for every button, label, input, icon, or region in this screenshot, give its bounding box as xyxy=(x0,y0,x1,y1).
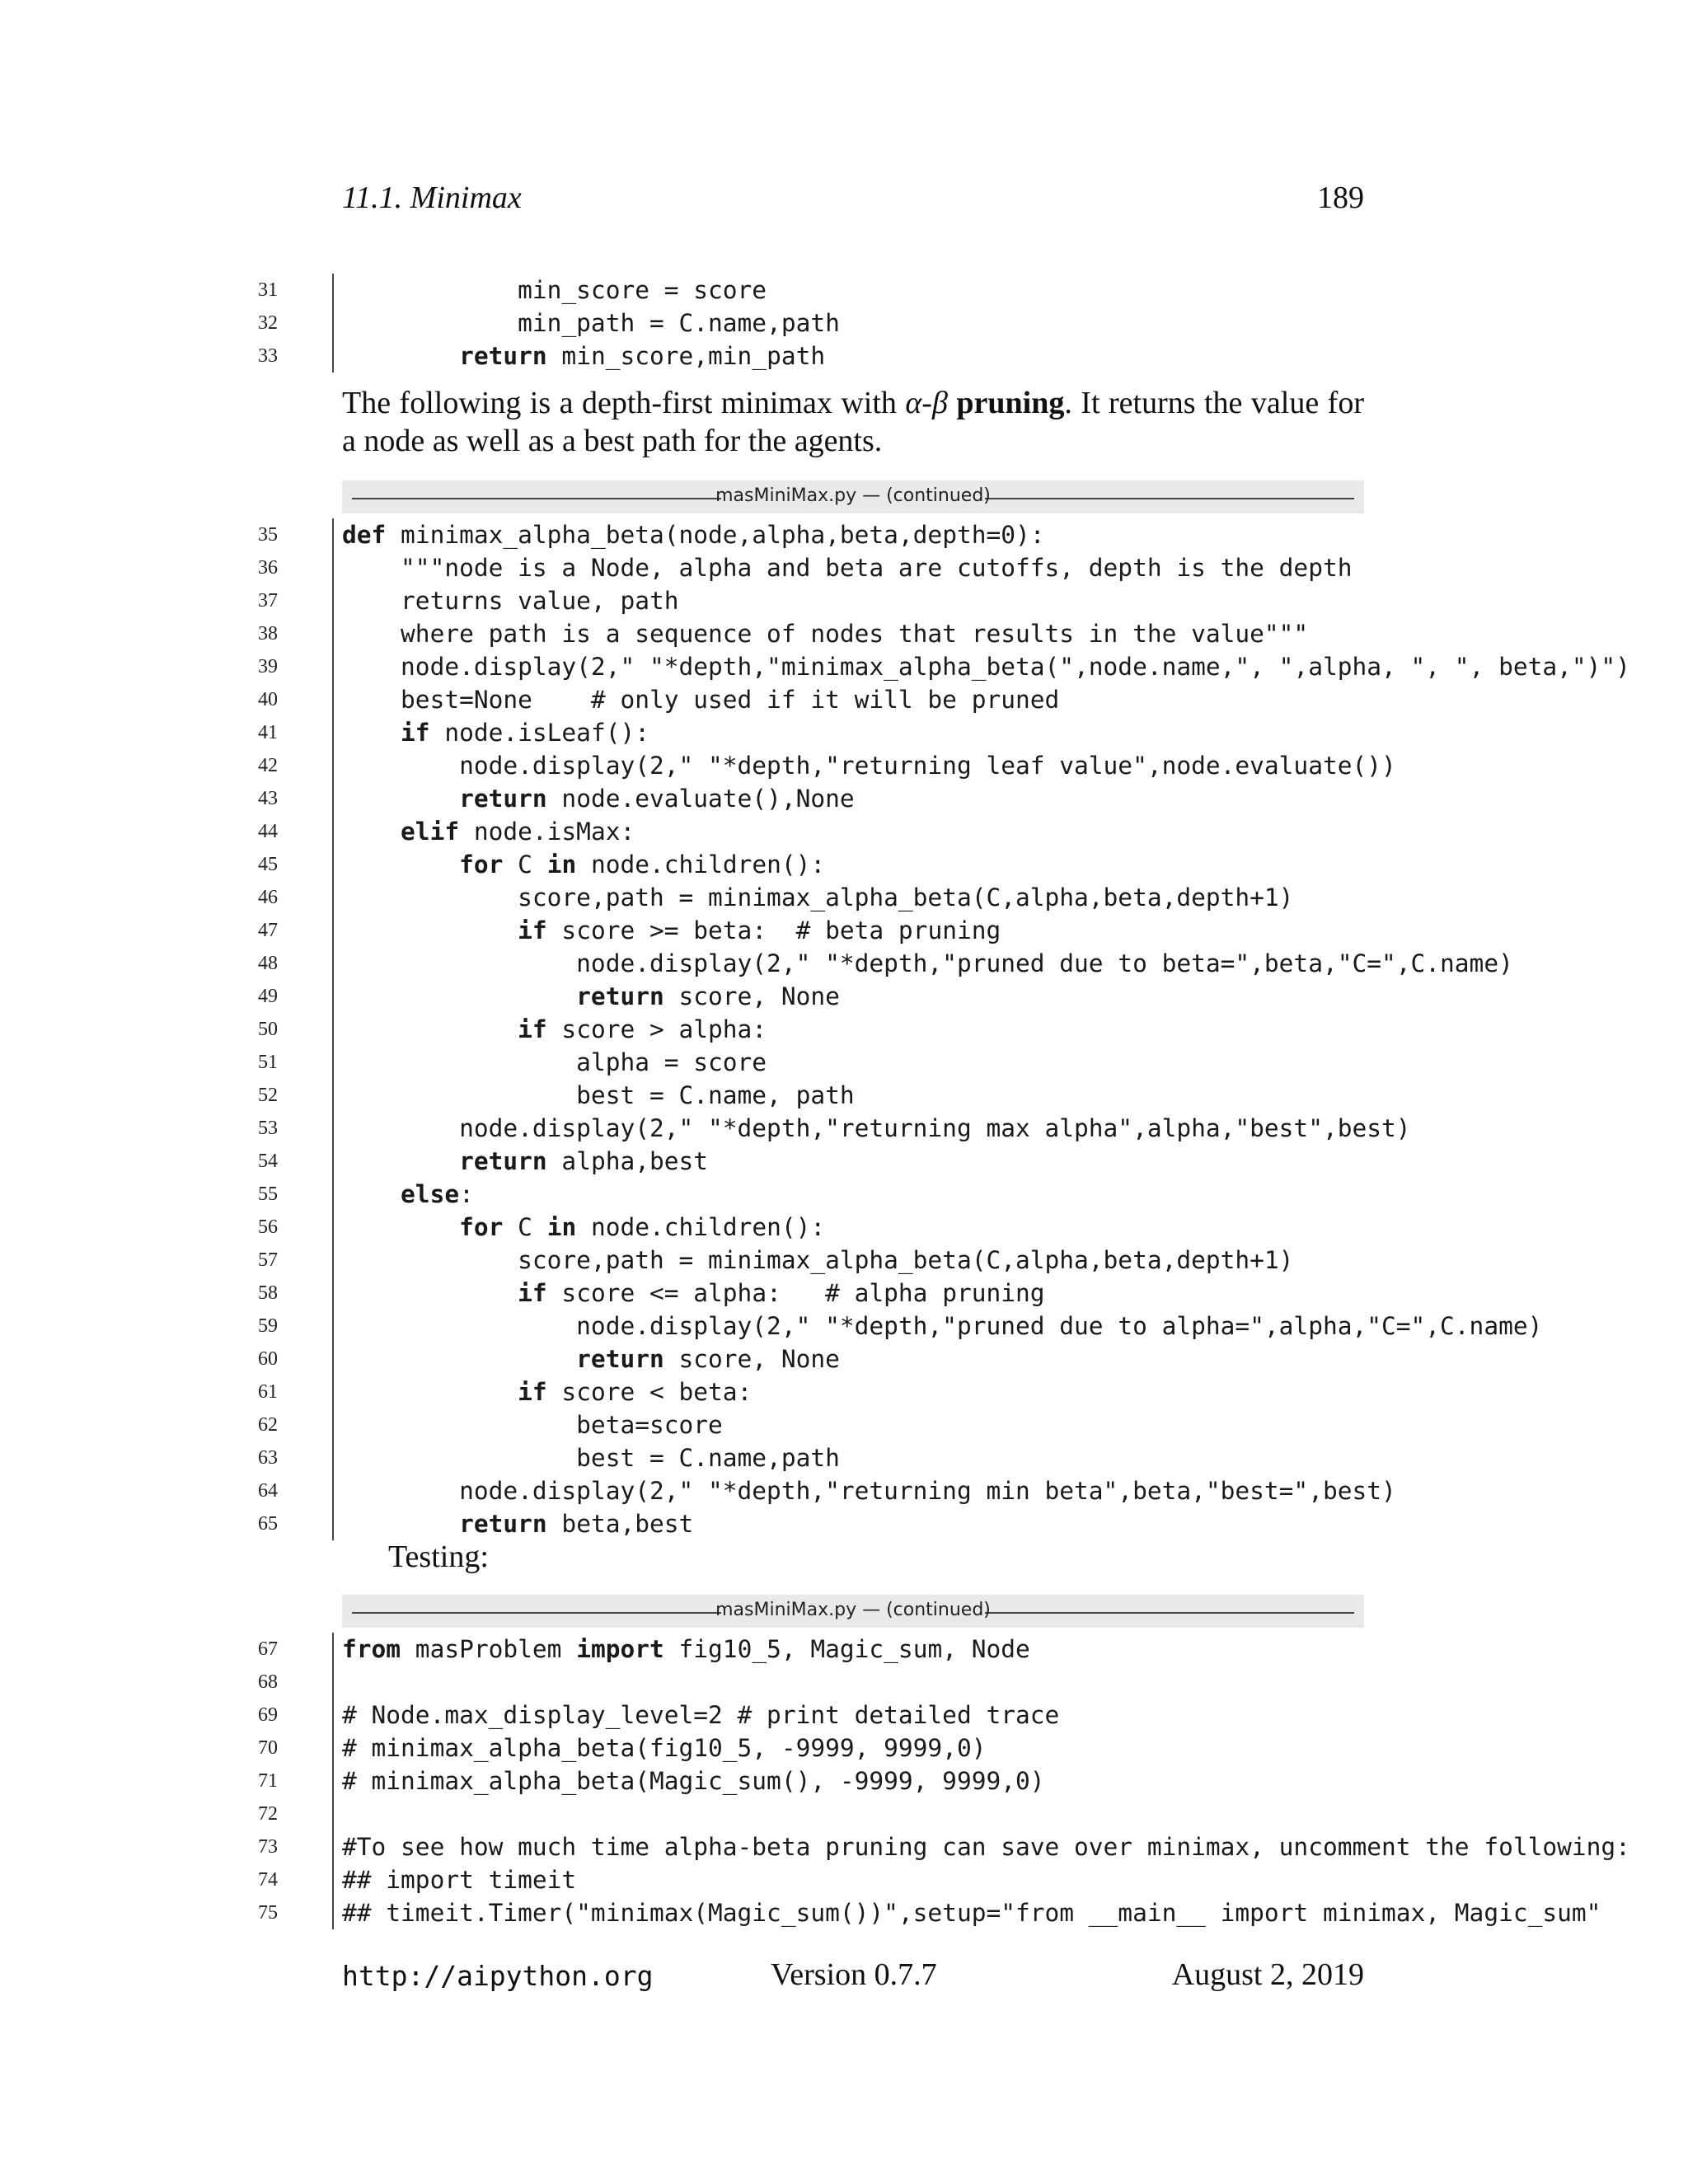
code-keyword: if xyxy=(518,916,547,944)
line-number: 31 xyxy=(258,279,278,301)
file-banner-label: masMiniMax.py — (continued) xyxy=(715,1600,991,1620)
code-text xyxy=(342,1178,474,1211)
code-line xyxy=(258,1310,1665,1343)
line-number: 54 xyxy=(258,1151,278,1172)
gutter-rule xyxy=(332,1408,334,1441)
gutter-rule xyxy=(332,1343,334,1376)
gutter-rule xyxy=(332,1376,334,1408)
code-line xyxy=(258,1178,1665,1211)
code-token xyxy=(342,1015,518,1043)
code-line xyxy=(258,716,1665,749)
code-token: where path is a sequence of nodes that results in the value""" xyxy=(342,620,1309,648)
line-number: 65 xyxy=(258,1513,278,1535)
gutter-rule xyxy=(332,1765,334,1797)
code-text xyxy=(342,1441,840,1474)
code-token: score >= beta: # beta pruning xyxy=(546,916,1001,944)
code-line xyxy=(258,1474,1665,1507)
gutter-rule xyxy=(332,274,334,307)
code-token: score, None xyxy=(663,982,840,1010)
gutter-rule xyxy=(332,716,334,749)
gutter-rule xyxy=(332,1474,334,1507)
code-token: node.isLeaf(): xyxy=(429,719,649,747)
gutter-rule xyxy=(332,1441,334,1474)
line-number: 55 xyxy=(258,1183,278,1205)
code-token: best=None # only used if it will be pruned xyxy=(342,686,1060,714)
code-token xyxy=(342,1345,576,1373)
line-number: 62 xyxy=(258,1414,278,1436)
line-number: 41 xyxy=(258,722,278,743)
code-text xyxy=(342,1211,825,1244)
line-number: 46 xyxy=(258,887,278,908)
code-keyword: return xyxy=(459,785,547,813)
code-token: beta=score xyxy=(342,1411,723,1439)
code-line xyxy=(258,881,1665,914)
gutter-rule xyxy=(332,1079,334,1112)
code-token xyxy=(342,719,401,747)
code-token: best = C.name,path xyxy=(342,1444,840,1472)
footer-date: August 2, 2019 xyxy=(1171,1957,1364,1992)
code-token: node.display(2," "*depth,"minimax_alpha_beta(",node.name,", ",alpha, ", ", beta,")") xyxy=(342,653,1630,681)
line-number: 56 xyxy=(258,1216,278,1238)
code-token: : xyxy=(459,1180,474,1208)
code-token xyxy=(342,982,576,1010)
code-text xyxy=(342,1408,723,1441)
code-line xyxy=(258,1830,1665,1863)
line-number: 45 xyxy=(258,854,278,875)
gutter-rule xyxy=(332,1699,334,1732)
code-token: beta,best xyxy=(546,1510,694,1538)
pruning-term: pruning xyxy=(947,386,1065,420)
code-keyword: return xyxy=(459,1510,547,1538)
line-number: 73 xyxy=(258,1836,278,1858)
line-number: 47 xyxy=(258,920,278,941)
gutter-rule xyxy=(332,650,334,683)
gutter-rule xyxy=(332,518,334,551)
gutter-rule xyxy=(332,551,334,584)
code-text xyxy=(342,551,1352,584)
gutter-rule xyxy=(332,1046,334,1079)
code-token: node.children(): xyxy=(576,851,826,879)
line-number: 64 xyxy=(258,1480,278,1502)
code-token: node.display(2," "*depth,"returning leaf value",node.evaluate()) xyxy=(342,752,1396,780)
footer-version: Version 0.7.7 xyxy=(771,1957,937,1992)
code-keyword: import xyxy=(576,1635,664,1663)
gutter-rule xyxy=(332,815,334,848)
code-text xyxy=(342,716,649,749)
code-line xyxy=(258,683,1665,716)
line-number: 57 xyxy=(258,1249,278,1271)
code-text xyxy=(342,617,1308,650)
code-line xyxy=(258,980,1665,1013)
code-keyword: from xyxy=(342,1635,401,1663)
line-number: 75 xyxy=(258,1902,278,1924)
code-token: ## timeit.Timer("minimax(Magic_sum())",setup="from __main__ import minimax, Magic_sum" xyxy=(342,1899,1601,1927)
code-token: score, None xyxy=(663,1345,840,1373)
line-number: 60 xyxy=(258,1348,278,1370)
gutter-rule xyxy=(332,980,334,1013)
section-title: 11.1. Minimax xyxy=(342,180,522,215)
code-token: best = C.name, path xyxy=(342,1081,855,1109)
code-token: minimax_alpha_beta(node,alpha,beta,depth=0): xyxy=(386,521,1045,549)
code-keyword: def xyxy=(342,521,387,549)
code-token xyxy=(342,1378,518,1406)
code-token: node.display(2," "*depth,"pruned due to alpha=",alpha,"C=",C.name) xyxy=(342,1312,1543,1340)
code-text xyxy=(342,1896,1601,1929)
line-number: 48 xyxy=(258,953,278,974)
line-number: 32 xyxy=(258,312,278,334)
line-number: 69 xyxy=(258,1704,278,1726)
code-line xyxy=(258,1633,1665,1666)
code-line xyxy=(258,1666,1665,1699)
code-token: min_score = score xyxy=(342,276,767,304)
line-number: 61 xyxy=(258,1381,278,1403)
gutter-rule xyxy=(332,848,334,881)
code-keyword: for xyxy=(459,1213,504,1241)
code-token: score <= alpha: # alpha pruning xyxy=(546,1279,1045,1307)
gutter-rule xyxy=(332,307,334,340)
code-text xyxy=(342,914,1001,947)
code-token: """node is a Node, alpha and beta are cutoffs, depth is the depth xyxy=(342,554,1353,582)
code-line xyxy=(258,1211,1665,1244)
line-number: 72 xyxy=(258,1803,278,1825)
line-number: 40 xyxy=(258,689,278,710)
code-line xyxy=(258,815,1665,848)
gutter-rule xyxy=(332,1896,334,1929)
testing-paragraph xyxy=(342,1538,1364,1576)
code-line xyxy=(258,1699,1665,1732)
code-text xyxy=(342,307,840,340)
code-text xyxy=(342,848,825,881)
code-keyword: return xyxy=(459,1147,547,1175)
code-text xyxy=(342,274,767,307)
code-line xyxy=(258,340,1665,373)
code-line xyxy=(258,1343,1665,1376)
gutter-rule xyxy=(332,1244,334,1277)
code-text xyxy=(342,1765,1045,1797)
code-token: score > alpha: xyxy=(546,1015,767,1043)
code-keyword: if xyxy=(518,1378,547,1406)
code-token: #To see how much time alpha-beta pruning can save over minimax, uncomment the following: xyxy=(342,1833,1630,1861)
code-line xyxy=(258,947,1665,980)
code-text xyxy=(342,1507,693,1540)
line-number: 71 xyxy=(258,1770,278,1792)
gutter-rule xyxy=(332,1633,334,1666)
gutter-rule xyxy=(332,1211,334,1244)
code-text xyxy=(342,881,1293,914)
footer-url: http://aipython.org xyxy=(342,1960,654,1992)
code-token xyxy=(342,1213,459,1241)
line-number: 51 xyxy=(258,1052,278,1073)
alpha-beta-symbol: α-β xyxy=(905,386,948,420)
gutter-rule xyxy=(332,1310,334,1343)
code-keyword: elif xyxy=(401,818,460,846)
line-number: 53 xyxy=(258,1118,278,1139)
code-text xyxy=(342,1633,1030,1666)
code-line xyxy=(258,1896,1665,1929)
code-text xyxy=(342,1699,1059,1732)
code-token: C xyxy=(503,851,547,879)
gutter-rule xyxy=(332,1013,334,1046)
code-text xyxy=(342,650,1630,683)
code-keyword: return xyxy=(459,342,547,370)
code-keyword: if xyxy=(518,1279,547,1307)
code-token: node.display(2," "*depth,"returning min beta",beta,"best=",best) xyxy=(342,1477,1396,1505)
code-text xyxy=(342,947,1513,980)
code-line xyxy=(258,1244,1665,1277)
code-token xyxy=(342,785,459,813)
code-text xyxy=(342,1376,752,1408)
code-line xyxy=(258,1507,1665,1540)
line-number: 68 xyxy=(258,1671,278,1693)
line-number: 39 xyxy=(258,656,278,677)
line-number: 42 xyxy=(258,755,278,776)
line-number: 50 xyxy=(258,1019,278,1040)
code-text xyxy=(342,980,840,1013)
code-token: masProblem xyxy=(401,1635,577,1663)
code-keyword: return xyxy=(576,982,664,1010)
code-text xyxy=(342,1732,986,1765)
code-line xyxy=(258,1863,1665,1896)
gutter-rule xyxy=(332,881,334,914)
code-keyword: for xyxy=(459,851,504,879)
page-number: 189 xyxy=(1317,180,1364,215)
code-line xyxy=(258,749,1665,782)
code-line xyxy=(258,782,1665,815)
code-line xyxy=(258,1376,1665,1408)
code-keyword: else xyxy=(401,1180,460,1208)
gutter-rule xyxy=(332,1507,334,1540)
intro-text: The following is a depth-first minimax with xyxy=(342,386,906,420)
running-head xyxy=(342,180,1364,221)
gutter-rule xyxy=(332,683,334,716)
code-keyword: in xyxy=(546,1213,577,1241)
code-text xyxy=(342,1474,1396,1507)
file-banner xyxy=(342,480,1364,513)
code-text xyxy=(342,1145,708,1178)
gutter-rule xyxy=(332,782,334,815)
code-keyword: return xyxy=(576,1345,664,1373)
line-number: 49 xyxy=(258,986,278,1007)
intro-paragraph xyxy=(342,384,1364,460)
code-keyword: in xyxy=(546,851,577,879)
code-token: returns value, path xyxy=(342,587,679,615)
line-number: 67 xyxy=(258,1638,278,1660)
gutter-rule xyxy=(332,1863,334,1896)
code-token xyxy=(342,916,518,944)
code-token: alpha = score xyxy=(342,1048,767,1076)
gutter-rule xyxy=(332,1797,334,1830)
code-text xyxy=(342,1244,1293,1277)
line-number: 38 xyxy=(258,623,278,644)
line-number: 36 xyxy=(258,557,278,579)
code-line xyxy=(258,1112,1665,1145)
code-token: C xyxy=(503,1213,547,1241)
code-token xyxy=(342,342,459,370)
code-line xyxy=(258,274,1665,307)
code-line xyxy=(258,1079,1665,1112)
code-token: # minimax_alpha_beta(fig10_5, -9999, 9999,0) xyxy=(342,1734,987,1762)
code-token: node.isMax: xyxy=(459,818,635,846)
testing-label: Testing: xyxy=(388,1540,489,1574)
code-text xyxy=(342,1013,767,1046)
code-token: node.display(2," "*depth,"returning max alpha",alpha,"best",best) xyxy=(342,1114,1411,1142)
code-token xyxy=(342,1147,459,1175)
code-token xyxy=(342,1180,401,1208)
intro-text-rest: . It returns the value for a node as well as a best path for the agents. xyxy=(342,386,1364,458)
gutter-rule xyxy=(332,914,334,947)
line-number: 43 xyxy=(258,788,278,809)
code-line xyxy=(258,1765,1665,1797)
code-text xyxy=(342,1310,1542,1343)
code-line xyxy=(258,650,1665,683)
code-line xyxy=(258,914,1665,947)
code-keyword: if xyxy=(518,1015,547,1043)
code-line xyxy=(258,307,1665,340)
gutter-rule xyxy=(332,1112,334,1145)
file-banner-label: masMiniMax.py — (continued) xyxy=(715,485,991,506)
page-footer xyxy=(342,1957,1364,1998)
code-text xyxy=(342,1343,840,1376)
line-number: 58 xyxy=(258,1282,278,1304)
gutter-rule xyxy=(332,1178,334,1211)
gutter-rule xyxy=(332,1145,334,1178)
code-token xyxy=(342,1279,518,1307)
line-number: 52 xyxy=(258,1085,278,1106)
code-token: min_score,min_path xyxy=(546,342,826,370)
code-line xyxy=(258,1145,1665,1178)
code-text xyxy=(342,340,825,373)
line-number: 33 xyxy=(258,345,278,367)
code-line xyxy=(258,848,1665,881)
gutter-rule xyxy=(332,1732,334,1765)
code-text xyxy=(342,1079,855,1112)
gutter-rule xyxy=(332,1277,334,1310)
code-line xyxy=(258,1046,1665,1079)
code-token: score,path = minimax_alpha_beta(C,alpha,beta,depth+1) xyxy=(342,1246,1294,1274)
code-text xyxy=(342,749,1396,782)
code-line xyxy=(258,1277,1665,1310)
code-line xyxy=(258,617,1665,650)
gutter-rule xyxy=(332,617,334,650)
code-text xyxy=(342,1863,576,1896)
code-line xyxy=(258,1013,1665,1046)
code-text xyxy=(342,782,855,815)
code-token: score,path = minimax_alpha_beta(C,alpha,beta,depth+1) xyxy=(342,883,1294,912)
code-text xyxy=(342,815,635,848)
code-text xyxy=(342,1830,1630,1863)
line-number: 70 xyxy=(258,1737,278,1759)
line-number: 37 xyxy=(258,590,278,612)
code-line xyxy=(258,1441,1665,1474)
code-line xyxy=(258,1732,1665,1765)
line-number: 59 xyxy=(258,1315,278,1337)
code-line xyxy=(258,1797,1665,1830)
code-text xyxy=(342,1046,767,1079)
gutter-rule xyxy=(332,947,334,980)
code-token: # Node.max_display_level=2 # print detailed trace xyxy=(342,1701,1060,1729)
code-text xyxy=(342,1277,1045,1310)
code-token: score < beta: xyxy=(546,1378,753,1406)
code-keyword: if xyxy=(401,719,430,747)
code-token: node.display(2," "*depth,"pruned due to beta=",beta,"C=",C.name) xyxy=(342,949,1513,977)
line-number: 74 xyxy=(258,1869,278,1891)
code-token: node.evaluate(),None xyxy=(546,785,855,813)
gutter-rule xyxy=(332,1666,334,1699)
code-token xyxy=(342,851,459,879)
code-line xyxy=(258,1408,1665,1441)
code-token: # minimax_alpha_beta(Magic_sum(), -9999, 9999,0) xyxy=(342,1767,1045,1795)
code-line xyxy=(258,584,1665,617)
code-token xyxy=(342,818,401,846)
code-token: node.children(): xyxy=(576,1213,826,1241)
line-number: 63 xyxy=(258,1447,278,1469)
code-text xyxy=(342,518,1045,551)
code-token: fig10_5, Magic_sum, Node xyxy=(663,1635,1030,1663)
gutter-rule xyxy=(332,584,334,617)
code-text xyxy=(342,683,1059,716)
gutter-rule xyxy=(332,1830,334,1863)
gutter-rule xyxy=(332,340,334,373)
code-text xyxy=(342,584,679,617)
line-number: 44 xyxy=(258,821,278,842)
gutter-rule xyxy=(332,749,334,782)
code-line xyxy=(258,518,1665,551)
file-banner-2 xyxy=(342,1595,1364,1628)
code-text xyxy=(342,1112,1411,1145)
code-token xyxy=(342,1510,459,1538)
code-token: alpha,best xyxy=(546,1147,709,1175)
code-token: min_path = C.name,path xyxy=(342,309,840,337)
code-line xyxy=(258,551,1665,584)
line-number: 35 xyxy=(258,524,278,546)
code-token: ## import timeit xyxy=(342,1866,577,1894)
